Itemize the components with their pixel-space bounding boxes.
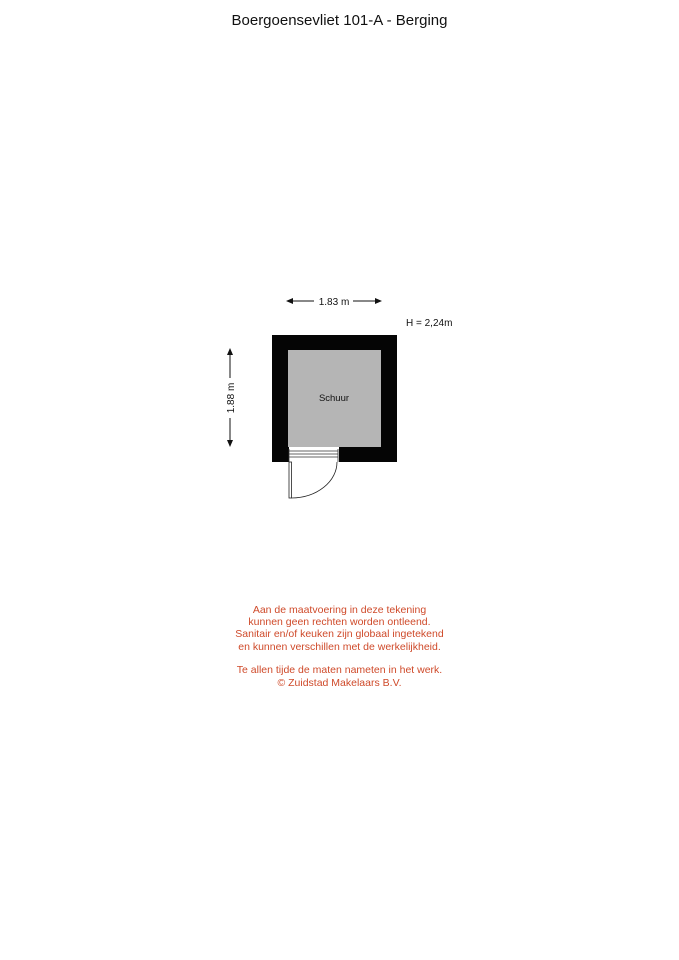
depth-arrow-up-icon — [227, 348, 233, 355]
width-dimension — [286, 297, 382, 308]
width-arrow-right-icon — [375, 298, 382, 304]
disclaimer — [0, 604, 679, 689]
depth-dimension-label: 1.88 m — [226, 382, 237, 414]
width-arrow-left-icon — [286, 298, 293, 304]
door-leaf — [289, 462, 292, 498]
depth-dimension — [226, 348, 237, 447]
depth-arrow-down-icon — [227, 440, 233, 447]
disclaimer-line: kunnen geen rechten worden ontleend. — [248, 616, 431, 629]
disclaimer-line: Sanitair en/of keuken zijn globaal ingetekend — [235, 628, 444, 641]
page-title: Boergoensevliet 101-A - Berging — [231, 12, 448, 29]
ceiling-height-label: H = 2,24m — [406, 318, 453, 329]
copyright-line: © Zuidstad Makelaars B.V. — [277, 676, 402, 689]
room-label-schuur: Schuur — [318, 393, 350, 404]
disclaimer-spacer — [0, 653, 679, 665]
door — [289, 449, 338, 498]
disclaimer-line: Aan de maatvoering in deze tekening — [252, 604, 427, 616]
disclaimer-footer-line: Te allen tijde de maten nameten in het werk. — [236, 664, 443, 677]
disclaimer-line: en kunnen verschillen met de werkelijkheid. — [238, 640, 441, 653]
width-dimension-label: 1.83 m — [318, 297, 350, 308]
door-swing-arc — [292, 462, 338, 498]
